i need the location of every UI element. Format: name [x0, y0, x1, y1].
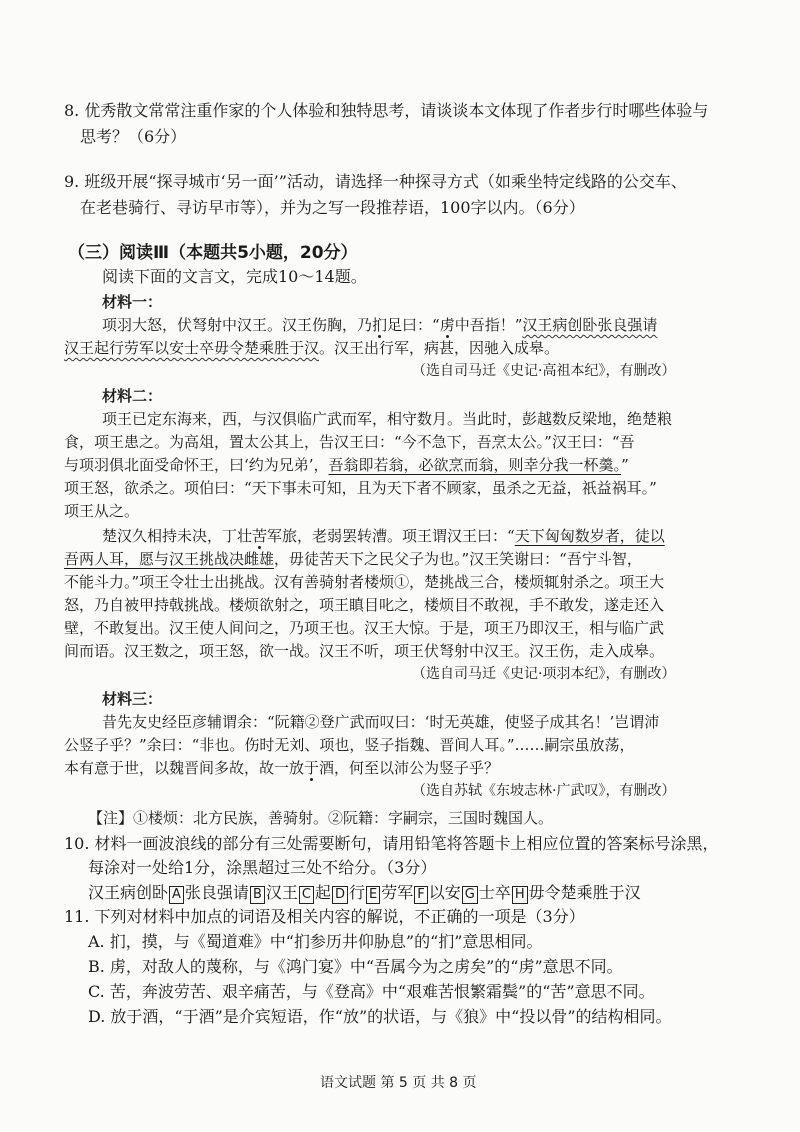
dotted-phrase-fangyujiu: 放于酒	[289, 759, 335, 777]
material3-line1: 昔先友史经臣彦辅谓余：“阮籍②登广武而叹曰：‘时无英雄，使竖子成其名！’岂谓沛	[102, 713, 660, 731]
q8-line1: 8. 优秀散文常常注重作家的个人体验和独特思考，请谈谈本文体现了作者步行时哪些体验与	[64, 101, 709, 120]
material2-line11: 间而语。汉王数之，项王怒，欲一战。汉王不听，项王伏弩射中汉王。汉王伤，走入成皋。	[64, 642, 665, 660]
annotation-note: 【注】①楼烦：北方民族，善骑射。②阮籍：字嗣宗，三国时魏国人。	[88, 809, 554, 827]
answer-box-F[interactable]: F	[414, 886, 427, 904]
material2-source: （选自司马迁《史记·项羽本纪》，有删改）	[412, 666, 676, 682]
q10-text-segment: 汉王病创卧	[88, 883, 169, 902]
q10-text-segment: 士卒	[478, 883, 511, 902]
q10-line2: 每涂对一处给1分，涂黑超过三处不给分。（3分）	[88, 858, 437, 877]
answer-box-G[interactable]: G	[462, 886, 478, 904]
underlined-text-1: 吾翁即若翁，必欲烹而翁，则幸分我一杯羹。	[328, 456, 622, 474]
wavy-text-2: 汉王起行劳军以安士卒毋令楚乘胜于汉	[64, 339, 320, 357]
answer-box-C[interactable]: C	[299, 886, 314, 904]
material2-line1: 项王已定东海来，西，与汉俱临广武而军，相守数月。当此时，彭越数反梁地，绝楚粮	[102, 410, 673, 428]
dotted-word-lu: 虏	[439, 316, 455, 334]
q8-line2: 思考？（6分）	[80, 127, 187, 146]
answer-box-D[interactable]: D	[332, 886, 348, 904]
q11-stem: 11. 下列对材料中加点的词语及相关内容的解说，不正确的一项是（3分）	[64, 907, 585, 926]
material1-source: （选自司马迁《史记·高祖本纪》，有删改）	[412, 363, 676, 379]
underlined-text-3: 吾两人耳，愿与汉王挑战决雌雄	[64, 550, 275, 568]
wavy-text-1: 汉王病创卧张良强请	[522, 316, 658, 334]
answer-box-A[interactable]: A	[169, 886, 184, 904]
material1-line1: 项羽大怒，伏弩射中汉王。汉王伤胸，乃扪足曰：“虏中吾指！”汉王病创卧张良强请	[102, 316, 658, 334]
q10-text-segment: 以安	[428, 883, 461, 902]
material3-line2: 公竖子乎？”余曰：“非也。伤时无刘、项也，竖子指魏、晋间人耳。”……嗣宗虽放荡，	[64, 736, 635, 754]
material2-line9: 怒，乃自被甲持戟挑战。楼烦欲射之，项王瞋目叱之，楼烦目不敢视，手不敢发，遂走还入	[64, 596, 665, 614]
q11-option-b: B. 虏，对敌人的蔑称，与《鸿门宴》中“吾属今为之虏矣”的“虏”意思不同。	[88, 957, 623, 976]
dotted-word-men: 扪	[372, 316, 388, 334]
material1-label: 材料一：	[102, 293, 163, 311]
q10-text-segment: 行	[348, 883, 365, 902]
q9-line1: 9. 班级开展“探寻城市‘另一面’”活动，请选择一种探寻方式（如乘坐特定线路的公交车、	[64, 172, 687, 191]
q11-option-d: D. 放于酒，“于酒”是介宾短语，作“放”的状语，与《狼》中“投以骨”的结构相同。	[88, 1007, 672, 1026]
material2-line2: 食，项王患之。为高俎，置太公其上，告汉王曰：“今不急下，吾烹太公。”汉王曰：“吾	[64, 433, 635, 451]
q10-sentence-with-boxes	[88, 883, 641, 904]
material2-line3: 与项羽俱北面受命怀王，曰‘约为兄弟’，吾翁即若翁，必欲烹而翁，则幸分我一杯羹。”	[64, 456, 629, 474]
q11-option-a: A. 扪，摸，与《蜀道难》中“扪参历井仰胁息”的“扪”意思相同。	[88, 932, 543, 951]
material2-line7: 吾两人耳，愿与汉王挑战决雌雄，毋徒苦天下之民父子为也。”汉王笑谢曰：“吾宁斗智，	[64, 550, 642, 568]
answer-box-B[interactable]: B	[250, 886, 265, 904]
answer-box-E[interactable]: E	[366, 886, 380, 904]
q9-line2: 在老巷骑行、寻访早市等），并为之写一段推荐语，100字以内。（6分）	[80, 198, 585, 217]
material2-line8: 不能斗力。”项王令壮士出挑战。汉有善骑射者楼烦①，楚挑战三合，楼烦辄射杀之。项王大	[64, 573, 665, 591]
material3-line3: 本有意于世，以魏晋间多故，故一放于酒，何至以沛公为竖子乎？	[64, 759, 500, 777]
q10-text-segment: 起	[314, 883, 331, 902]
section-title: （三）阅读Ⅲ（本题共5小题，20分）	[68, 243, 358, 263]
material2-line10: 壁，不敢复出。汉王使人间问之，乃项王也。汉王大惊。于是，项王乃即汉王，相与临广武	[64, 619, 665, 637]
q10-text-segment: 毋令楚乘胜于汉	[528, 883, 641, 902]
q10-text-segment: 张良强请	[184, 883, 249, 902]
underlined-text-2: 天下匈匈数岁者，徒以	[514, 527, 665, 545]
section-instruction: 阅读下面的文言文，完成10～14题。	[102, 267, 367, 286]
material2-line5: 项王从之。	[64, 502, 140, 520]
dotted-word-ku: 苦	[252, 527, 268, 545]
q10-text-segment: 汉王	[265, 883, 298, 902]
page-footer: 语文试题 第 5 页 共 8 页	[320, 1075, 477, 1091]
material2-line4: 项王怒，欲杀之。项伯曰：“天下事未可知，且为天下者不顾家，虽杀之无益，祇益祸耳。”	[64, 479, 657, 497]
material3-source: （选自苏轼《东坡志林·广武叹》，有删改）	[412, 783, 676, 799]
q10-text-segment: 劳军	[381, 883, 414, 902]
q11-option-c: C. 苦，奔波劳苦、艰辛痛苦，与《登高》中“艰难苦恨繁霜鬓”的“苦”意思不同。	[88, 982, 655, 1001]
q10-line1: 10. 材料一画波浪线的部分有三处需要断句，请用铅笔将答题卡上相应位置的答案标号涂黑，	[64, 834, 719, 853]
material2-label: 材料二：	[102, 387, 163, 405]
answer-box-H[interactable]: H	[512, 886, 528, 904]
material2-line6: 楚汉久相持未决，丁壮苦军旅，老弱罢转漕。项王谓汉王曰：“天下匈匈数岁者，徒以	[102, 527, 665, 545]
material1-line2: 汉王起行劳军以安士卒毋令楚乘胜于汉。汉王出行军，病甚，因驰入成皋。	[64, 339, 560, 357]
material3-label: 材料三：	[102, 690, 163, 708]
